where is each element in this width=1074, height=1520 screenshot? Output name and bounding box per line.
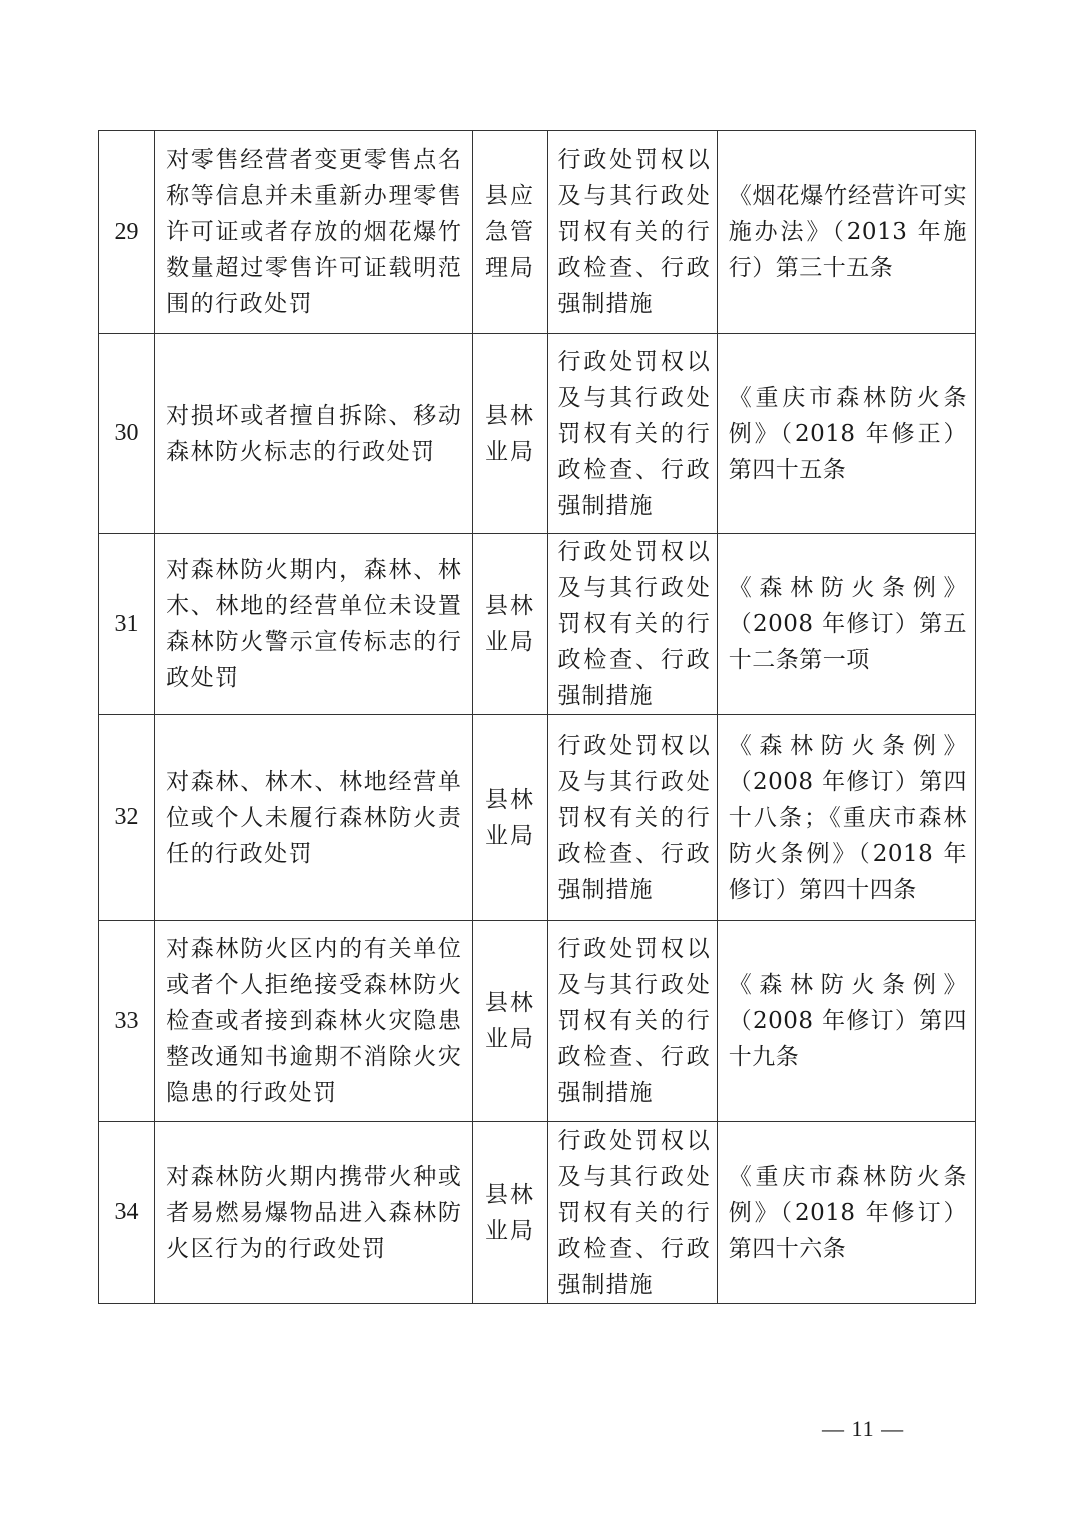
item-description: 对森林防火期内，森林、林木、林地的经营单位未设置森林防火警示宣传标志的行政处罚 xyxy=(166,557,463,691)
legal-basis: 《烟花爆竹经营许可实施办法》（2013 年施行）第三十五条 xyxy=(728,183,967,281)
item-description: 对森林、林木、林地经营单位或个人未履行森林防火责任的行政处罚 xyxy=(166,768,463,867)
table-row xyxy=(99,131,976,334)
power-type: 行政处罚权以及与其行政处罚权有关的行政检查、行政强制措施 xyxy=(557,732,711,903)
legal-basis: 《森林防火条例》（2008 年修订）第四十九条 xyxy=(728,972,967,1070)
power-type: 行政处罚权以及与其行政处罚权有关的行政检查、行政强制措施 xyxy=(557,936,711,1106)
legal-basis: 《森林防火条例》（2008 年修订）第四十八条；《重庆市森林防火条例》（2018 年修订）第四十四条 xyxy=(728,732,967,903)
department: 县林业局 xyxy=(484,1181,535,1244)
legal-basis: 《森林防火条例》（2008 年修订）第五十二条第一项 xyxy=(728,575,967,673)
row-number: 33 xyxy=(99,921,155,1122)
legal-basis: 《重庆市森林防火条例》（2018 年修正）第四十五条 xyxy=(728,384,967,483)
item-description: 对森林防火期内携带火种或者易燃易爆物品进入森林防火区行为的行政处罚 xyxy=(166,1163,463,1262)
table-row xyxy=(99,1122,976,1304)
department: 县林业局 xyxy=(484,593,535,655)
row-number: 32 xyxy=(99,715,155,921)
table-row xyxy=(99,715,976,921)
row-number: 34 xyxy=(99,1122,155,1304)
department: 县林业局 xyxy=(484,786,535,849)
department: 县应急管理局 xyxy=(484,183,535,281)
table-row xyxy=(99,921,976,1122)
legal-basis: 《重庆市森林防火条例》（2018 年修订）第四十六条 xyxy=(728,1163,967,1262)
row-number: 30 xyxy=(99,334,155,534)
row-number: 31 xyxy=(99,534,155,715)
page-number: — 11 — xyxy=(822,1416,905,1441)
power-type: 行政处罚权以及与其行政处罚权有关的行政检查、行政强制措施 xyxy=(557,147,711,317)
item-description: 对森林防火区内的有关单位或者个人拒绝接受森林防火检查或者接到森林火灾隐患整改通知书逾期不消除火灾隐患的行政处罚 xyxy=(166,936,463,1106)
item-description: 对损坏或者擅自拆除、移动森林防火标志的行政处罚 xyxy=(166,402,463,465)
enforcement-items-table xyxy=(98,130,976,1304)
table-row xyxy=(99,334,976,534)
power-type: 行政处罚权以及与其行政处罚权有关的行政检查、行政强制措施 xyxy=(557,1127,711,1298)
row-number: 29 xyxy=(99,131,155,334)
table-row xyxy=(99,534,976,715)
department: 县林业局 xyxy=(484,990,535,1052)
power-type: 行政处罚权以及与其行政处罚权有关的行政检查、行政强制措施 xyxy=(557,348,711,519)
power-type: 行政处罚权以及与其行政处罚权有关的行政检查、行政强制措施 xyxy=(557,539,711,709)
item-description: 对零售经营者变更零售点名称等信息并未重新办理零售许可证或者存放的烟花爆竹数量超过零售许可证载明范围的行政处罚 xyxy=(166,147,463,317)
department: 县林业局 xyxy=(484,402,535,465)
